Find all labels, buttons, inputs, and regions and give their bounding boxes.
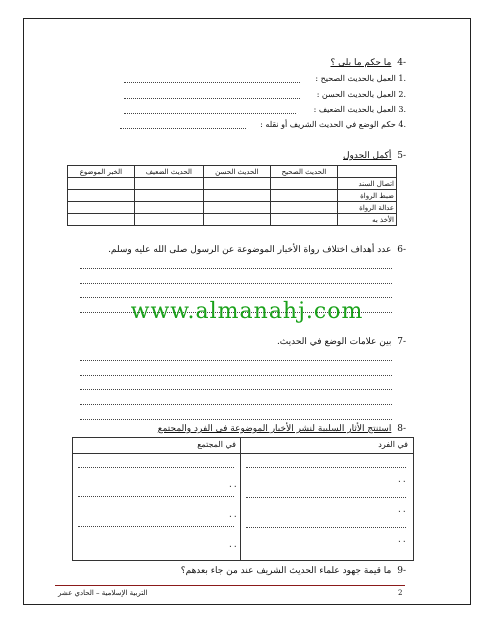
table-cell[interactable] [134,190,203,202]
table-cell[interactable] [270,178,337,190]
q4-number: -4 [397,58,406,68]
q8-heading [158,424,406,434]
answer-dots: .. [397,475,407,484]
table-header-cell: الحديث الحسن [203,166,270,178]
row-label: عدالة الرواة [338,202,397,214]
footer-subject: التربية الإسلامية – الحادي عشر [58,589,148,597]
q4-item-label: حكم الوضع في الحديث الشريف أو نقله : [260,120,396,129]
table-cell[interactable] [134,202,203,214]
table-row [68,190,397,202]
q4-item [260,120,406,129]
table-cell[interactable] [203,190,270,202]
answer-line [80,297,392,298]
answer-dots: .. [397,505,407,514]
q7-number: -7 [397,337,406,347]
row-label: ضبط الرواة [338,190,397,202]
table-cell[interactable] [203,178,270,190]
col-individual-label: في الفرد [378,440,408,449]
answer-line [78,526,234,527]
answer-line [246,467,406,468]
q4-item [315,74,406,83]
table-header-row [68,166,397,178]
q4-item-label: العمل بالحديث الحسن : [316,90,396,99]
q4-item-label: العمل بالحديث الضعيف : [313,105,396,114]
answer-dots: .. [228,540,238,549]
q4-title: ما حكم ما يلي ؟ [330,58,392,68]
q4-heading [330,58,406,68]
answer-line [246,497,406,498]
footer-rule [55,585,405,586]
q4-item-number: .3 [398,105,406,114]
q7-heading [277,337,406,347]
table-cell[interactable] [68,202,135,214]
q9-heading [181,566,406,576]
q7-title: بين علامات الوضع في الحديث. [276,337,392,347]
q4-item-label: العمل بالحديث الصحيح : [315,74,396,83]
q5-title: أكمل الجدول [343,151,392,161]
answer-line [124,82,300,83]
table-cell[interactable] [68,178,135,190]
q9-title: ما قيمة جهود علماء الحديث الشريف عند من جاء بعدهم؟ [180,566,392,576]
answer-line [80,268,392,269]
answer-line [78,496,234,497]
table-cell[interactable] [68,190,135,202]
answer-line [80,389,392,390]
q5-heading [343,151,406,161]
q4-item-number: .4 [398,120,406,129]
col-society-label: في المجتمع [197,440,236,449]
q4-item-number: .2 [398,90,406,99]
q8-number: -8 [397,424,406,434]
table-cell[interactable] [270,202,337,214]
table-cell[interactable] [270,190,337,202]
table-header-cell: الحديث الضعيف [134,166,203,178]
q4-item [314,105,406,114]
q6-number: -6 [397,245,406,255]
answer-line [80,419,392,420]
answer-dots: .. [228,480,238,489]
table-cell[interactable] [134,214,203,226]
table-row [68,214,397,226]
q8-header-rule [72,453,414,454]
answer-dots: .. [397,535,407,544]
table-cell[interactable] [203,214,270,226]
q6-title: عدد أهداف اختلاف رواة الأخبار الموضوعة عن الرسول صلى الله عليه وسلم. [108,245,392,255]
table-header-cell: الحديث الصحيح [270,166,337,178]
q8-table-frame [72,437,414,561]
q5-table [67,165,397,226]
answer-line [80,404,392,405]
answer-line [78,467,234,468]
table-cell[interactable] [68,214,135,226]
q6-heading [108,245,406,255]
q8-title: استنتج الأثار السلبية لنشر الأخبار الموضوعة في الفرد والمجتمع [157,424,392,434]
table-header-cell [338,166,397,178]
answer-line [246,527,406,528]
row-label: الأخذ به [338,214,397,226]
watermark: www.almanahj.com [130,299,364,324]
page-number: 2 [398,589,403,597]
answer-line [120,128,246,129]
answer-line [124,98,300,99]
table-cell[interactable] [134,178,203,190]
table-cell[interactable] [270,214,337,226]
q9-number: -9 [397,566,406,576]
table-cell[interactable] [203,202,270,214]
q8-column-divider [240,437,241,561]
answer-line [80,283,392,284]
table-row [68,202,397,214]
answer-line [80,375,392,376]
answer-line [80,360,392,361]
q5-number: -5 [397,151,406,161]
table-row [68,178,397,190]
q4-item-number: .1 [398,74,406,83]
answer-line [124,113,296,114]
table-header-cell: الخبر الموضوع [68,166,135,178]
row-label: اتصال السند [338,178,397,190]
q4-item [317,90,406,99]
answer-dots: .. [228,510,238,519]
